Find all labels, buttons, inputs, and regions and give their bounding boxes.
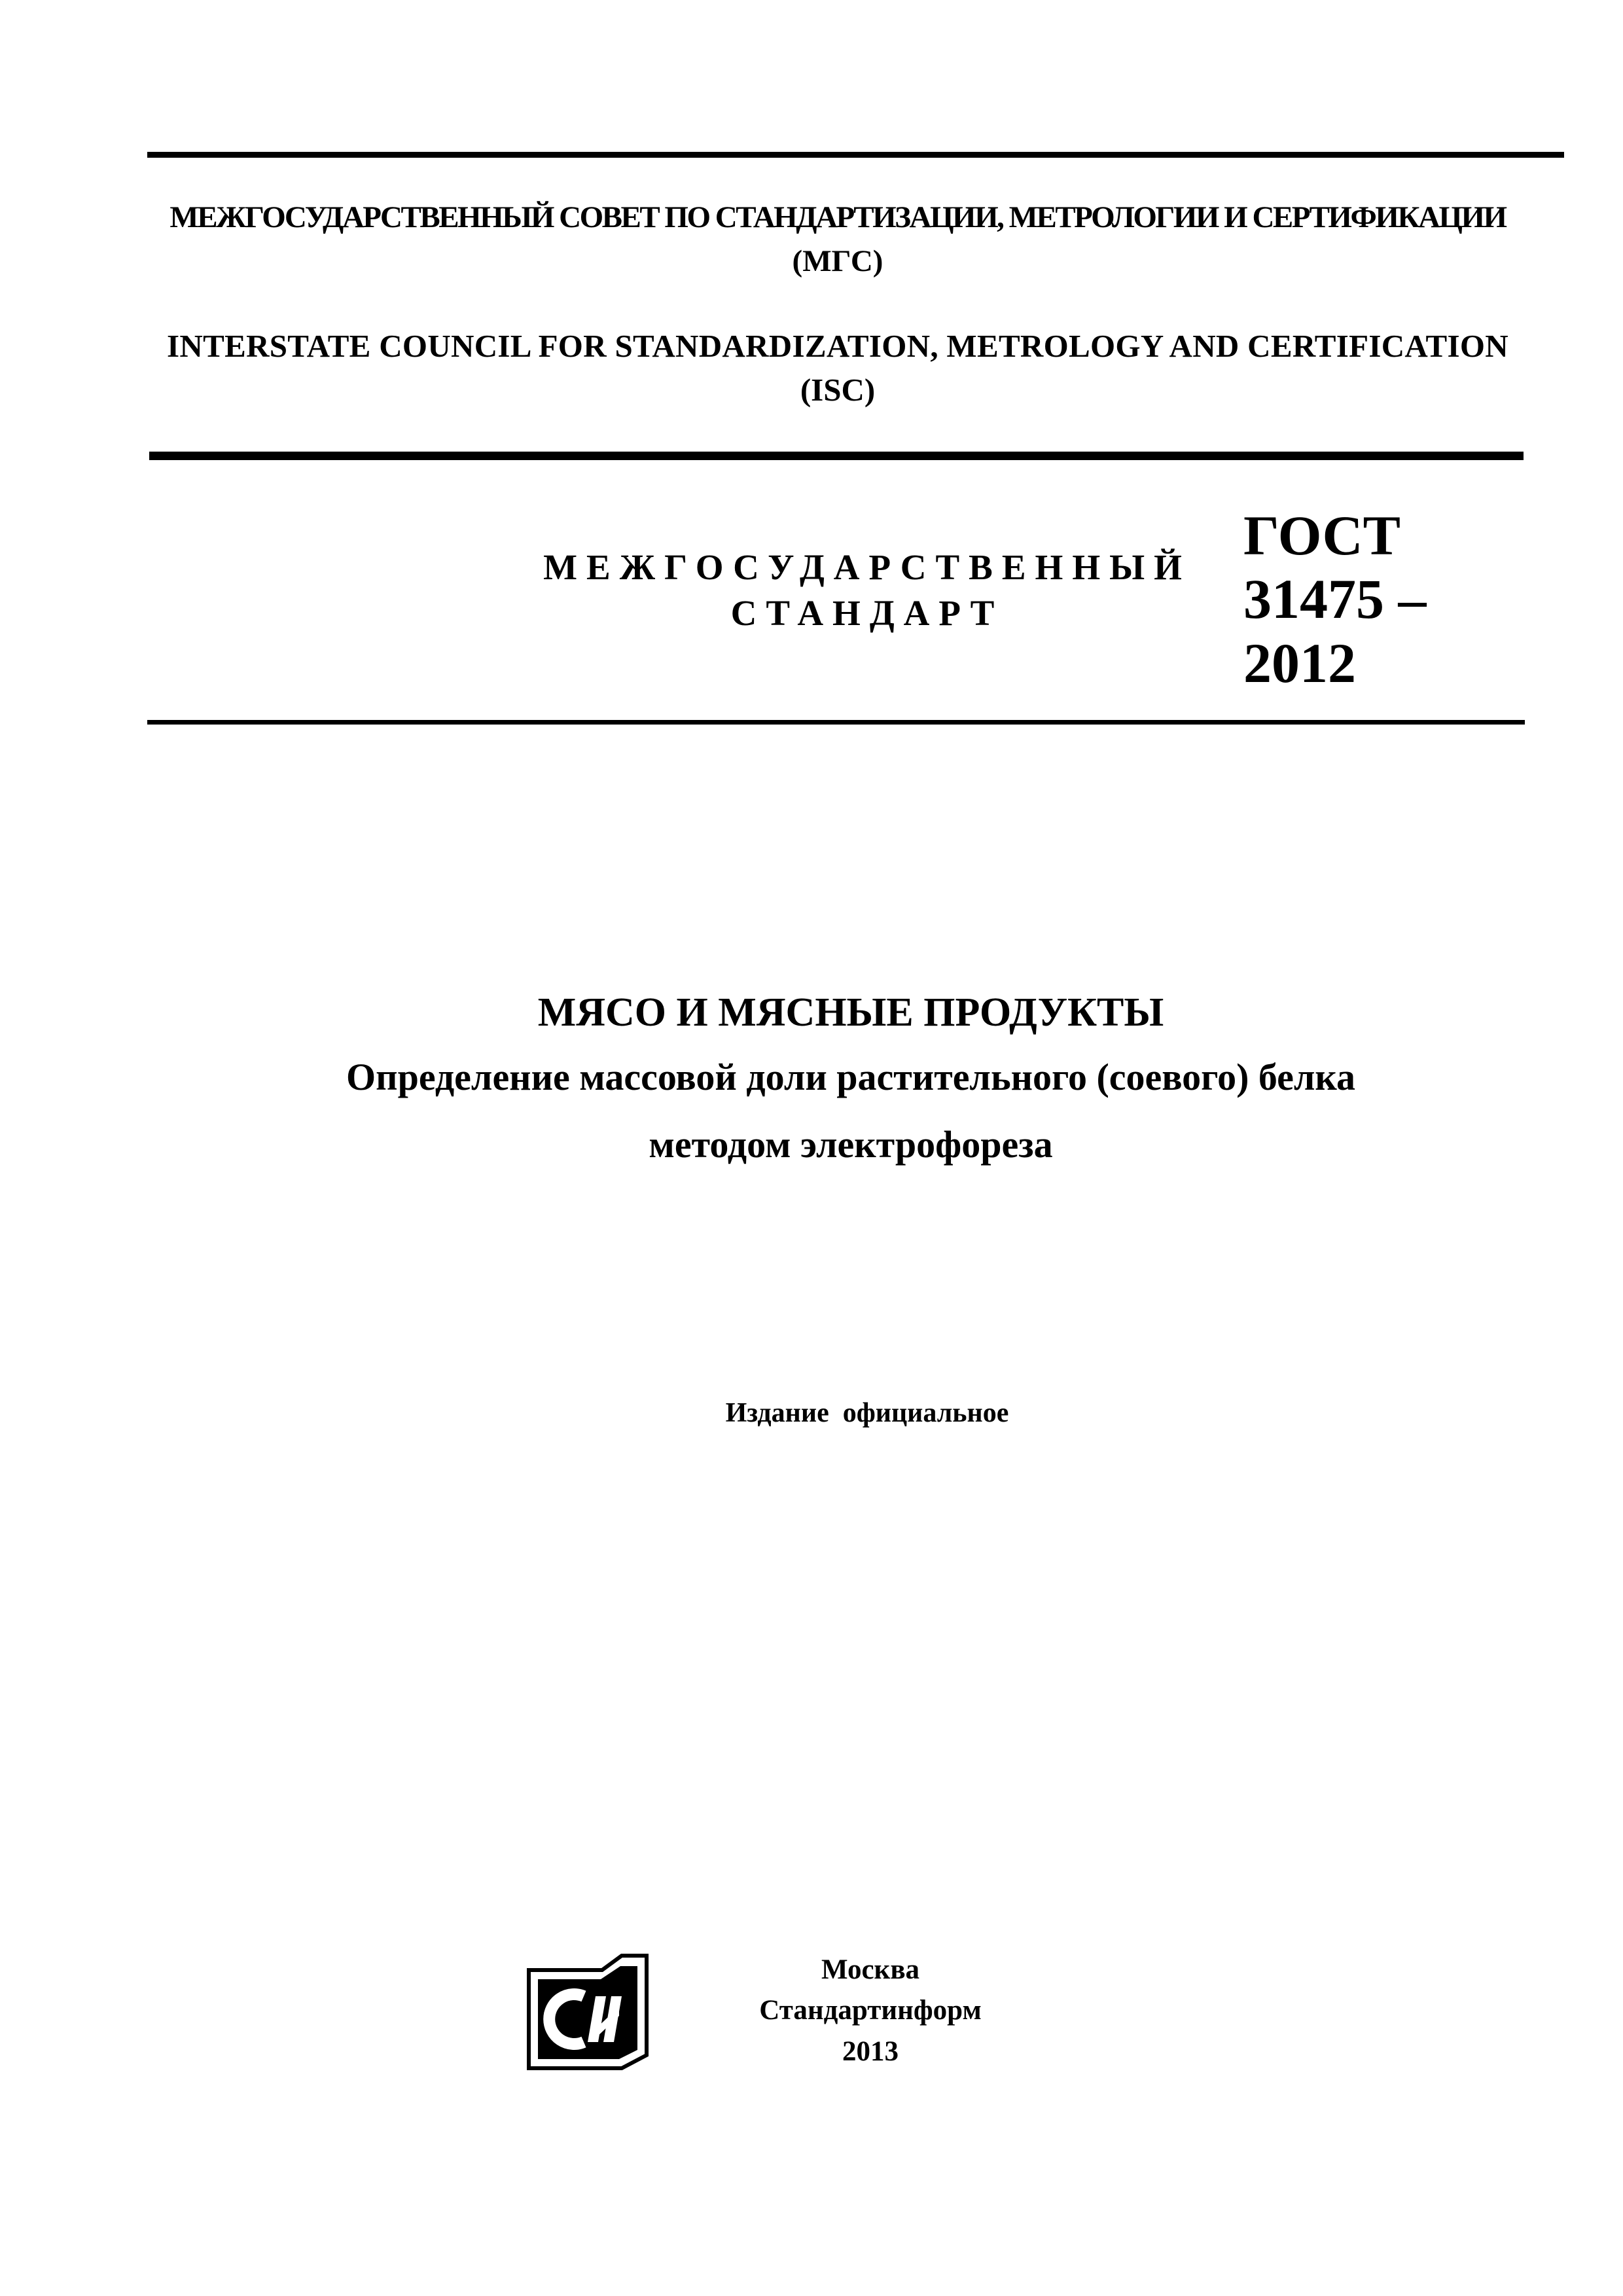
council-abbr-en: (ISC)	[800, 372, 876, 408]
document-subtitle-line2: методом электрофореза	[649, 1123, 1053, 1166]
header-bottom-rule	[147, 720, 1525, 725]
top-rule	[147, 152, 1564, 158]
imprint-year: 2013	[842, 2036, 899, 2067]
gost-designation-line2: 31475 –	[1243, 567, 1427, 630]
gost-designation-line1: ГОСТ	[1243, 504, 1400, 567]
gost-designation-line3: 2012	[1243, 632, 1356, 694]
council-name-en: INTERSTATE COUNCIL FOR STANDARDIZATION, METROLOGY AND CERTIFICATION	[167, 328, 1508, 364]
council-divider-rule	[149, 452, 1524, 460]
standard-type-line1: МЕЖГОСУДАРСТВЕННЫЙ	[543, 547, 1191, 587]
document-subtitle-line1: Определение массовой доли растительного (соевого) белка	[346, 1056, 1355, 1098]
council-name-ru: МЕЖГОСУДАРСТВЕННЫЙ СОВЕТ ПО СТАНДАРТИЗАЦИИ, МЕТРОЛОГИИ И СЕРТИФИКАЦИИ	[169, 200, 1506, 234]
standartinform-logo-icon	[524, 1950, 652, 2073]
edition-label: Издание официальное	[725, 1398, 1009, 1428]
document-title: МЯСО И МЯСНЫЕ ПРОДУКТЫ	[537, 990, 1164, 1035]
council-abbr-ru: (МГС)	[792, 244, 883, 278]
imprint-city: Москва	[821, 1954, 920, 1985]
standard-type-line2: СТАНДАРТ	[730, 593, 1004, 633]
imprint-publisher: Стандартинформ	[759, 1995, 982, 2026]
